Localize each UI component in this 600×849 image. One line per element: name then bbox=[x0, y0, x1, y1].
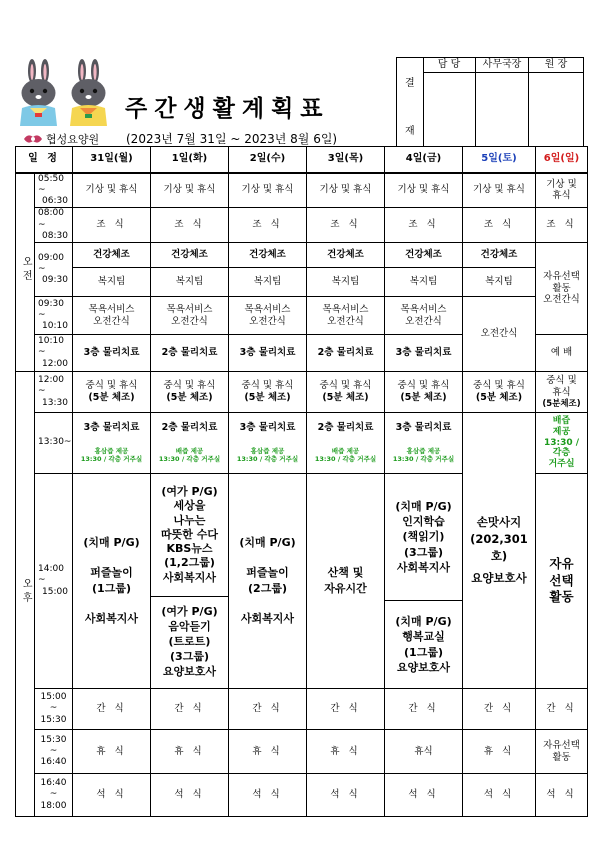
schedule-cell: 휴식 bbox=[385, 730, 463, 774]
time-cell bbox=[35, 474, 73, 689]
schedule-cell bbox=[229, 474, 307, 689]
schedule-cell: 간 식 bbox=[385, 689, 463, 730]
schedule-cell: 건강체조 bbox=[151, 243, 229, 268]
schedule-cell: 건강체조 bbox=[463, 243, 536, 268]
schedule-cell bbox=[151, 474, 229, 689]
cell-text: 3층 물리치료 bbox=[239, 422, 296, 434]
time-text: ~ bbox=[49, 789, 58, 800]
schedule-cell: 3층 물리치료 bbox=[229, 335, 307, 372]
cell-text: 목욕서비스 bbox=[88, 303, 135, 315]
cell-text: (여가 P/G) bbox=[161, 605, 218, 619]
schedule-cell bbox=[536, 173, 588, 208]
schedule-cell: 조 식 bbox=[463, 208, 536, 243]
supplement-text: 13:30 / bbox=[543, 437, 580, 448]
supplement-text: 13:30 / 각층 거주실 bbox=[314, 454, 377, 463]
schedule-cell: 석 식 bbox=[151, 774, 229, 817]
schedule-cell bbox=[73, 413, 151, 474]
schedule-cell: 간 식 bbox=[151, 689, 229, 730]
table-row bbox=[16, 173, 588, 208]
schedule-cell: 조 식 bbox=[307, 208, 385, 243]
schedule-cell bbox=[385, 297, 463, 335]
supplement-text: 거주실 bbox=[548, 459, 575, 470]
approval-col-1 bbox=[423, 58, 476, 146]
time-text: 16:40 bbox=[40, 757, 67, 768]
cell-text: 중식 및 휴식 bbox=[319, 380, 372, 392]
schedule-cell: 석 식 bbox=[73, 774, 151, 817]
time-cell bbox=[35, 774, 73, 817]
org-name: 협성요양원 bbox=[46, 133, 100, 146]
schedule-cell bbox=[307, 413, 385, 474]
supplement-text: 제공 bbox=[552, 426, 571, 437]
cell-text: 2층 물리치료 bbox=[317, 422, 374, 434]
schedule-cell: 휴 식 bbox=[151, 730, 229, 774]
schedule-cell: 간 식 bbox=[463, 689, 536, 730]
header-row bbox=[16, 147, 588, 173]
schedule-cell: 2층 물리치료 bbox=[151, 335, 229, 372]
schedule-cell bbox=[307, 372, 385, 413]
schedule-cell: 조 식 bbox=[536, 208, 588, 243]
supplement-text: 배즙 제공 bbox=[331, 447, 360, 456]
cell-text: 3층 물리치료 bbox=[83, 422, 140, 434]
time-cell bbox=[35, 297, 73, 335]
time-text: 09:30 bbox=[42, 275, 68, 286]
cell-text: 세상을 bbox=[173, 499, 206, 513]
cell-text: (5분 체조) bbox=[322, 392, 369, 403]
schedule-cell: 복지팀 bbox=[229, 268, 307, 297]
cell-text: (5분체조) bbox=[542, 398, 581, 409]
cell-text: (5분 체조) bbox=[244, 392, 291, 403]
schedule-cell: 휴 식 bbox=[73, 730, 151, 774]
cell-text: 나누는 bbox=[173, 513, 206, 527]
schedule-cell: 석 식 bbox=[385, 774, 463, 817]
cell-text: (3그룹) bbox=[404, 545, 443, 559]
time-cell bbox=[35, 243, 73, 297]
schedule-cell: 건강체조 bbox=[229, 243, 307, 268]
cell-text: 따뜻한 수다 bbox=[161, 527, 218, 541]
time-text: 15:00 bbox=[42, 586, 68, 597]
schedule-cell bbox=[73, 372, 151, 413]
cell-text: 오전간식 bbox=[327, 315, 364, 327]
approval-side-top: 결 bbox=[405, 78, 415, 89]
schedule-cell: 기상 및 휴식 bbox=[463, 173, 536, 208]
time-text: 15:30 bbox=[40, 714, 67, 725]
schedule-cell: 조 식 bbox=[385, 208, 463, 243]
schedule-cell bbox=[536, 413, 588, 474]
schedule-cell: 건강체조 bbox=[73, 243, 151, 268]
cell-text: 중식 및 휴식 bbox=[397, 380, 450, 392]
schedule-cell bbox=[463, 413, 536, 689]
cell-text: 중식 및 휴식 bbox=[163, 380, 216, 392]
schedule-cell: 복지팀 bbox=[307, 268, 385, 297]
schedule-cell: 기상 및 휴식 bbox=[385, 173, 463, 208]
sub-cell bbox=[385, 474, 462, 601]
table-row bbox=[16, 730, 588, 774]
schedule-cell bbox=[73, 297, 151, 335]
supplement-text: 홍삼즙 제공 bbox=[94, 447, 129, 456]
schedule-cell: 조 식 bbox=[151, 208, 229, 243]
period-pm-cell bbox=[16, 372, 35, 817]
cell-text: 오전간식 bbox=[93, 315, 130, 327]
cell-text: 요양보호사 bbox=[396, 660, 451, 674]
schedule-cell bbox=[536, 474, 588, 689]
time-text: 09:00 ~ bbox=[38, 252, 64, 274]
cell-text: (치매 P/G) bbox=[239, 536, 296, 550]
cell-text: 오전간식 bbox=[171, 315, 208, 327]
schedule-cell: 간 식 bbox=[307, 689, 385, 730]
cell-text: 기상 및 bbox=[546, 178, 577, 190]
period-label: (2023년 7월 31일 ~ 2023년 8월 6일) bbox=[126, 132, 338, 146]
supplement-text: 13:30 / 각층 거주실 bbox=[236, 454, 299, 463]
schedule-cell bbox=[307, 297, 385, 335]
time-cell bbox=[35, 689, 73, 730]
cell-text: 요양보호사 bbox=[471, 571, 527, 586]
cell-text: 오전간식 bbox=[405, 315, 442, 327]
time-text: 15:00 bbox=[40, 692, 67, 703]
sub-cell bbox=[151, 474, 228, 597]
supplement-text: 각층 bbox=[552, 448, 571, 459]
supplement-text: 배즙 bbox=[552, 416, 571, 426]
schedule-cell: 기상 및 휴식 bbox=[307, 173, 385, 208]
cell-text: 자유선택 bbox=[543, 270, 580, 282]
schedule-cell bbox=[151, 413, 229, 474]
cell-text: 목욕서비스 bbox=[166, 303, 213, 315]
time-cell bbox=[35, 208, 73, 243]
period-pm-label: 오후 bbox=[20, 577, 32, 606]
cell-text: 휴식 bbox=[552, 190, 571, 202]
time-text: 15:30 bbox=[40, 734, 67, 745]
time-cell bbox=[35, 335, 73, 372]
day-header-saturday: 5일(토) bbox=[463, 147, 536, 173]
time-text: 10:10 ~ bbox=[38, 336, 64, 358]
time-text: 10:10 bbox=[42, 321, 68, 332]
cell-text: (5분 체조) bbox=[475, 392, 523, 403]
time-text: 05:50 ~ bbox=[38, 173, 64, 195]
cell-text: (치매 P/G) bbox=[395, 614, 452, 628]
mascot-illustration bbox=[12, 58, 116, 128]
schedule-cell: 조 식 bbox=[229, 208, 307, 243]
cell-text: 사회복지사 bbox=[84, 611, 139, 625]
schedule-cell: 건강체조 bbox=[307, 243, 385, 268]
schedule-cell bbox=[385, 413, 463, 474]
schedule-cell bbox=[536, 372, 588, 413]
cell-text: (3그룹) bbox=[170, 649, 209, 663]
approval-role-label: 원 장 bbox=[529, 58, 583, 73]
sub-cell bbox=[151, 597, 228, 688]
schedule-cell: 석 식 bbox=[229, 774, 307, 817]
supplement-text: 13:30 / 각층 거주실 bbox=[158, 454, 221, 463]
schedule-cell bbox=[385, 474, 463, 689]
approval-role-label: 사무국장 bbox=[476, 58, 528, 73]
corner-cell: 일 정 bbox=[16, 147, 73, 173]
schedule-cell: 복지팀 bbox=[385, 268, 463, 297]
day-header: 2일(수) bbox=[229, 147, 307, 173]
cell-text: 음악듣기 bbox=[168, 620, 211, 634]
time-text: 18:00 bbox=[40, 800, 67, 811]
approval-col-3 bbox=[529, 58, 583, 146]
schedule-cell: 기상 및 휴식 bbox=[229, 173, 307, 208]
cell-text: 목욕서비스 bbox=[322, 303, 369, 315]
schedule-cell: 2층 물리치료 bbox=[307, 335, 385, 372]
supplement-text: 홍삼즙 제공 bbox=[406, 447, 441, 456]
schedule-cell: 복지팀 bbox=[463, 268, 536, 297]
approval-side-bottom: 재 bbox=[405, 126, 415, 137]
cell-text: (5분 체조) bbox=[166, 392, 213, 403]
period-am-label: 오전 bbox=[20, 256, 32, 284]
cell-text: 사회복지사 bbox=[162, 570, 217, 584]
schedule-cell bbox=[151, 372, 229, 413]
schedule-cell: 조 식 bbox=[73, 208, 151, 243]
schedule-cell bbox=[151, 297, 229, 335]
cell-text: 활동 bbox=[552, 282, 571, 294]
cell-text: 선택 bbox=[549, 572, 574, 588]
cell-text: 사회복지사 bbox=[396, 561, 451, 575]
schedule-cell: 간 식 bbox=[536, 689, 588, 730]
cell-text: 산책 및 bbox=[327, 566, 364, 580]
cell-text: 행복교실 bbox=[402, 630, 445, 644]
time-text: ~ bbox=[49, 745, 58, 756]
cell-text: (트로트) bbox=[168, 635, 211, 649]
time-text: 06:30 bbox=[42, 196, 68, 206]
table-row bbox=[16, 413, 588, 474]
approval-box bbox=[396, 57, 584, 147]
schedule-cell: 복지팀 bbox=[151, 268, 229, 297]
cell-text: 중식 및 휴식 bbox=[473, 380, 525, 392]
cell-text: (5분 체조) bbox=[400, 392, 447, 403]
cell-text: (202,301호) bbox=[470, 531, 528, 563]
cell-text: 중식 및 휴식 bbox=[85, 380, 138, 392]
cell-text: 손맛사지 bbox=[476, 515, 522, 530]
sub-cell bbox=[385, 601, 462, 688]
schedule-cell: 간 식 bbox=[229, 689, 307, 730]
day-header: 3일(목) bbox=[307, 147, 385, 173]
cell-text: 휴식 bbox=[552, 386, 571, 398]
schedule-cell: 간 식 bbox=[73, 689, 151, 730]
day-header-sunday: 6일(일) bbox=[536, 147, 588, 173]
cell-text: 목욕서비스 bbox=[400, 303, 447, 315]
cell-text: 중식 및 bbox=[546, 374, 577, 386]
schedule-cell bbox=[385, 372, 463, 413]
schedule-cell bbox=[307, 474, 385, 689]
schedule-cell: 건강체조 bbox=[385, 243, 463, 268]
supplement-text: 배즙 제공 bbox=[175, 447, 204, 456]
day-header: 4일(금) bbox=[385, 147, 463, 173]
time-text: 12:00 ~ bbox=[38, 375, 64, 397]
schedule-cell: 석 식 bbox=[536, 774, 588, 817]
cell-text: (5분 체조) bbox=[88, 392, 135, 403]
schedule-cell: 석 식 bbox=[463, 774, 536, 817]
schedule-cell: 기상 및 휴식 bbox=[73, 173, 151, 208]
cell-text: 사회복지사 bbox=[240, 611, 295, 625]
table-row bbox=[16, 372, 588, 413]
time-text: ~ bbox=[49, 703, 58, 714]
schedule-cell bbox=[229, 413, 307, 474]
schedule-cell: 휴 식 bbox=[229, 730, 307, 774]
cell-text: (책읽기) bbox=[402, 530, 445, 544]
org-logo-icon bbox=[23, 133, 43, 145]
table-row bbox=[16, 297, 588, 335]
cell-text: 인지학습 bbox=[402, 514, 445, 528]
cell-text: (1그룹) bbox=[92, 582, 131, 595]
cell-text: 요양보호사 bbox=[162, 664, 217, 678]
approval-side-label bbox=[397, 58, 424, 146]
table-row bbox=[16, 243, 588, 268]
time-text: 09:30 ~ bbox=[38, 298, 64, 320]
time-text: 08:00 ~ bbox=[38, 208, 64, 230]
time-text: 16:40 bbox=[40, 778, 67, 789]
page-title: 주간생활계획표 bbox=[125, 96, 330, 122]
schedule-cell: 휴 식 bbox=[307, 730, 385, 774]
cell-text: (1,2그룹) bbox=[164, 556, 215, 570]
cell-text: 오전간식 bbox=[543, 294, 580, 306]
schedule-cell: 3층 물리치료 bbox=[73, 335, 151, 372]
time-cell bbox=[35, 173, 73, 208]
cell-text: KBS뉴스 bbox=[166, 542, 213, 556]
table-row bbox=[16, 268, 588, 297]
table-row bbox=[16, 689, 588, 730]
cell-text: 자유 bbox=[549, 555, 574, 571]
schedule-cell: 오전간식 bbox=[463, 297, 536, 372]
schedule-cell: 휴 식 bbox=[463, 730, 536, 774]
cell-text: (여가 P/G) bbox=[161, 484, 218, 498]
time-text: 13:30 bbox=[42, 397, 68, 408]
cell-text: 오전간식 bbox=[249, 315, 286, 327]
cell-text: (1그룹) bbox=[404, 645, 443, 659]
time-text: 14:00 ~ bbox=[38, 564, 64, 586]
cell-text: 퍼즐놀이 bbox=[90, 566, 133, 580]
approval-role-label: 담 당 bbox=[423, 58, 475, 73]
schedule-cell bbox=[463, 372, 536, 413]
day-header: 1일(화) bbox=[151, 147, 229, 173]
cell-text: 자유선택 bbox=[543, 739, 580, 751]
time-text: 12:00 bbox=[42, 358, 68, 369]
time-cell bbox=[35, 372, 73, 413]
cell-text: 퍼즐놀이 bbox=[246, 566, 289, 580]
time-text: 08:30 bbox=[42, 230, 68, 241]
schedule-cell bbox=[229, 372, 307, 413]
table-row bbox=[16, 208, 588, 243]
time-cell bbox=[35, 730, 73, 774]
schedule-cell bbox=[229, 297, 307, 335]
schedule-table bbox=[15, 146, 588, 817]
supplement-text: 13:30 / 각층 거주실 bbox=[392, 454, 455, 463]
cell-text: 활동 bbox=[552, 751, 571, 763]
table-row bbox=[16, 774, 588, 817]
cell-text: 자유시간 bbox=[324, 582, 367, 595]
period-am-cell bbox=[16, 173, 35, 372]
cell-text: 중식 및 휴식 bbox=[241, 380, 294, 392]
cell-text: 2층 물리치료 bbox=[161, 422, 218, 434]
cell-text: (치매 P/G) bbox=[83, 536, 140, 550]
cell-text: (2그룹) bbox=[248, 582, 287, 595]
time-cell: 13:30~ bbox=[35, 413, 73, 474]
org-label bbox=[23, 131, 99, 147]
schedule-cell bbox=[536, 730, 588, 774]
cell-text: 목욕서비스 bbox=[244, 303, 291, 315]
day-header: 31일(월) bbox=[73, 147, 151, 173]
schedule-cell bbox=[536, 243, 588, 335]
approval-col-2 bbox=[476, 58, 529, 146]
schedule-cell: 복지팀 bbox=[73, 268, 151, 297]
schedule-cell: 석 식 bbox=[307, 774, 385, 817]
schedule-cell: 기상 및 휴식 bbox=[151, 173, 229, 208]
cell-text: (치매 P/G) bbox=[395, 499, 452, 513]
cell-text: 활동 bbox=[549, 589, 574, 605]
cell-text: 3층 물리치료 bbox=[395, 422, 452, 434]
supplement-text: 홍삼즙 제공 bbox=[250, 447, 285, 456]
schedule-cell: 예 배 bbox=[536, 335, 588, 372]
supplement-text: 13:30 / 각층 거주실 bbox=[80, 454, 143, 463]
schedule-cell bbox=[73, 474, 151, 689]
schedule-cell: 3층 물리치료 bbox=[385, 335, 463, 372]
